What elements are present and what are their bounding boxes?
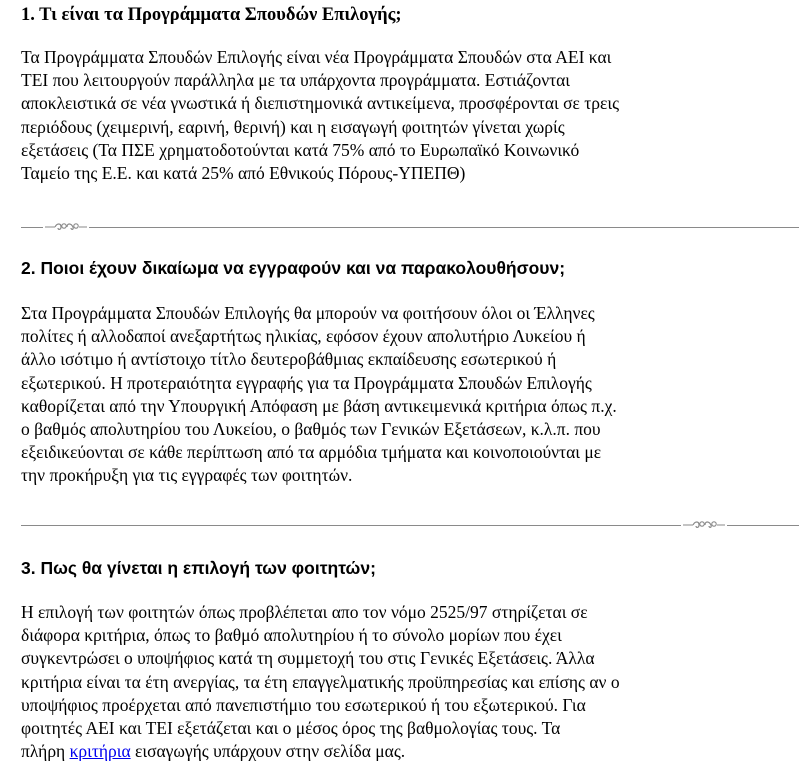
section-divider	[21, 221, 799, 233]
paragraph-line: Ταμείο της Ε.Ε. και κατά 25% από Εθνικούς Πόρους-ΥΠΕΠΘ)	[21, 163, 466, 184]
paragraph-line: εξετάσεις (Τα ΠΣΕ χρηματοδοτούνται κατά 75% από το Ευρωπαϊκό Κοινωνικό	[21, 139, 580, 160]
paragraph-line: πολίτες ή αλλοδαποί ανεξαρτήτως ηλικίας, εφόσον έχουν απολυτήριο Λυκείου ή	[21, 326, 586, 347]
line-text-before-link: πλήρη	[21, 741, 70, 762]
horizontal-rule	[21, 227, 799, 228]
paragraph-line: ΤΕΙ που λειτουργούν παράλληλα με τα υπάρχοντα προγράμματα. Εστιάζονται	[21, 70, 571, 91]
line-text-after-link: εισαγωγής υπάρχουν στην σελίδα μας.	[130, 741, 406, 762]
paragraph-line: εξειδικεύονται σε κάθε περίπτωση από τα αρμόδια τμήματα και κοινοποιούνται με	[21, 442, 602, 463]
swirl-ornament-icon	[43, 221, 89, 233]
swirl-ornament-icon	[681, 519, 727, 531]
section-1-heading: 1. Τι είναι τα Προγράμματα Σπουδών Επιλογής;	[21, 5, 402, 25]
paragraph-line: συγκεντρώσει ο υποψήφιος κατά τη συμμετοχή του στις Γενικές Εξετάσεις. Άλλα	[21, 648, 595, 669]
section-divider	[21, 519, 799, 531]
paragraph-line-with-link	[21, 740, 721, 763]
paragraph-line: ο βαθμός απολυτηρίου του Λυκείου, ο βαθμός των Γενικών Εξετάσεων, κ.λ.π. που	[21, 419, 601, 440]
paragraph-line: περιόδους (χειμερινή, εαρινή, θερινή) και η εισαγωγή φοιτητών γίνεται χωρίς	[21, 116, 565, 137]
section-2-paragraph	[21, 302, 721, 488]
paragraph-line: κριτήρια είναι τα έτη ανεργίας, τα έτη επαγγελματικής προϋπηρεσίας και επίσης αν ο	[21, 671, 620, 692]
criteria-link[interactable]: κριτήρια	[69, 741, 131, 762]
paragraph-line: υποψήφιος προέρχεται από πανεπιστήμιο του εσωτερικού ή του εξωτερικού. Για	[21, 694, 586, 715]
paragraph-line: Η επιλογή των φοιτητών όπως προβλέπεται απο τον νόμο 2525/97 στηρίζεται σε	[21, 602, 588, 622]
section-1-paragraph	[21, 46, 721, 185]
section-3-paragraph	[21, 601, 721, 763]
paragraph-line: εξωτερικού. Η προτεραιότητα εγγραφής για τα Προγράμματα Σπουδών Επιλογής	[21, 372, 592, 393]
paragraph-line: διάφορα κριτήρια, όπως το βαθμό απολυτηρίου ή το σύνολο μορίων που έχει	[21, 625, 562, 646]
paragraph-line: καθορίζεται από την Υπουργική Απόφαση με βάση αντικειμενικά κριτήρια όπως π.χ.	[21, 395, 617, 416]
paragraph-line: Στα Προγράμματα Σπουδών Επιλογής θα μπορούν να φοιτήσουν όλοι οι Έλληνες	[21, 303, 595, 323]
section-3-heading: 3. Πως θα γίνεται η επιλογή των φοιτητών;	[21, 558, 376, 578]
paragraph-line: άλλο ισότιμο ή αντίστοιχο τίτλο δευτεροβάθμιας εκπαίδευσης εσωτερικού ή	[21, 349, 557, 370]
paragraph-line: φοιτητές ΑΕΙ και ΤΕΙ εξετάζεται και ο μέσος όρος της βαθμολογίας τους. Τα	[21, 718, 561, 739]
paragraph-line: αποκλειστικά σε νέα γνωστικά ή διεπιστημονικά αντικείμενα, προσφέρονται σε τρεις	[21, 93, 620, 114]
paragraph-line: Τα Προγράμματα Σπουδών Επιλογής είναι νέα Προγράμματα Σπουδών στα ΑΕΙ και	[21, 47, 612, 67]
paragraph-line: την προκήρυξη για τις εγγραφές των φοιτητών.	[21, 465, 353, 486]
section-2-heading: 2. Ποιοι έχουν δικαίωμα να εγγραφούν και να παρακολουθήσουν;	[21, 258, 566, 278]
